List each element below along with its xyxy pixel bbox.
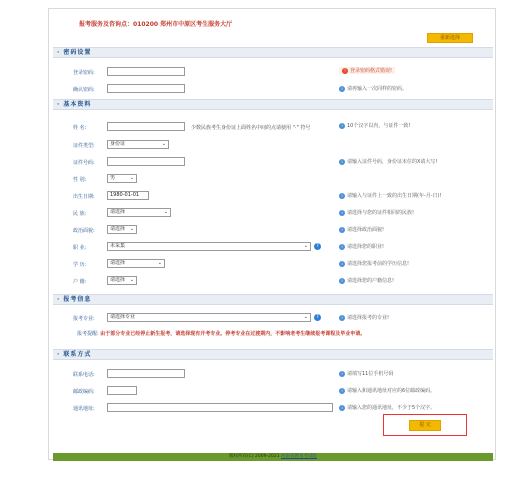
- job-label: 职 业:: [73, 245, 87, 251]
- id-number-label: 证件号码:: [73, 160, 95, 166]
- section-password-header: · 密码设置: [53, 47, 493, 58]
- info-icon: i: [339, 278, 345, 284]
- address-input[interactable]: [107, 403, 333, 412]
- confirm-password-hint: [339, 85, 407, 92]
- info-icon: i: [339, 405, 345, 411]
- footer: [53, 453, 493, 461]
- birth-date-hint-text: 请输入与证件上一致的出生日期(年-月-日)!: [347, 193, 442, 199]
- reselect-button[interactable]: 重新选择: [427, 33, 473, 43]
- postcode-label: 邮政编码:: [73, 389, 95, 395]
- hukou-hint: [339, 277, 394, 284]
- major-hint: [339, 314, 389, 321]
- section-basic-title: 基本资料: [63, 101, 92, 108]
- education-hint-text: 请选择您报考前的学历信息!: [347, 261, 410, 267]
- chevron-down-icon: ⌄: [161, 141, 166, 147]
- address-hint-text: 请输入您的通讯地址，不少于5个汉字。: [347, 405, 436, 411]
- id-number-hint-text: 请输入证件号码，身份证末位的X请大写!: [347, 159, 438, 165]
- login-password-hint-text: 登录密码格式错误!: [350, 68, 393, 74]
- gender-label: 性 别:: [73, 177, 87, 183]
- hukou-hint-text: 请选择您的户籍信息!: [347, 278, 395, 284]
- gender-select[interactable]: [107, 174, 137, 183]
- id-type-label: 证件类型:: [73, 143, 95, 149]
- footer-copyright: 版权所有(C) 2009-2021: [228, 454, 280, 459]
- section-contact-header: · 联系方式: [53, 349, 493, 360]
- major-label: 报考专业:: [73, 316, 95, 322]
- section-password-title: 密码设置: [63, 49, 92, 56]
- nation-select[interactable]: [107, 208, 171, 217]
- info-icon: i: [339, 193, 345, 199]
- section-apply-title: 报考信息: [63, 296, 92, 303]
- section-basic-header: · 基本资料: [53, 99, 493, 110]
- address-hint: [339, 404, 435, 411]
- postcode-hint: [339, 387, 435, 394]
- info-icon: i: [339, 227, 345, 233]
- name-label: 姓 名:: [73, 125, 87, 131]
- chevron-down-icon: ⌄: [129, 277, 134, 283]
- apply-notice-text: 由于部分专业已经停止新生报考，请选择现有开考专业。停考专业在过渡期内，不影响老考生继续报考课程及毕业申请。: [100, 331, 366, 337]
- info-icon: i: [339, 159, 345, 165]
- nation-label: 民 族:: [73, 211, 87, 217]
- info-icon: i: [339, 261, 345, 267]
- politics-hint-text: 请选择政治面貌!: [347, 227, 385, 233]
- address-label: 通讯地址:: [73, 406, 95, 412]
- education-hint: [339, 260, 409, 267]
- hukou-label: 户 籍:: [73, 279, 87, 285]
- chevron-down-icon: ⌄: [163, 209, 168, 215]
- info-icon: i: [339, 123, 345, 129]
- phone-input[interactable]: [107, 369, 185, 378]
- birth-date-hint: [339, 192, 442, 199]
- job-help-icon[interactable]: ?: [314, 243, 321, 250]
- login-password-label: 登录密码:: [73, 70, 95, 76]
- politics-label: 政治面貌:: [73, 228, 95, 234]
- gender-value: 男: [110, 175, 116, 181]
- birth-date-label: 出生日期:: [73, 194, 95, 200]
- submit-button[interactable]: 提 交: [409, 420, 441, 431]
- id-type-value: 身份证: [110, 141, 126, 147]
- name-hint-text: 10个汉字以内，与证件一致!: [347, 123, 411, 129]
- phone-hint-text: 请填写11位手机号码: [347, 371, 394, 377]
- politics-hint: [339, 226, 384, 233]
- id-number-hint: [339, 158, 437, 165]
- major-value: 请选择专业: [110, 314, 136, 320]
- hukou-select[interactable]: [107, 276, 137, 285]
- birth-date-input[interactable]: 1980-01-01: [107, 191, 149, 200]
- nation-hint-text: 请选择与您的证件相同的民族!: [347, 210, 415, 216]
- section-contact-title: 联系方式: [63, 351, 92, 358]
- login-password-input[interactable]: [107, 67, 185, 76]
- id-number-input[interactable]: [107, 157, 185, 166]
- job-value: 未采集: [110, 243, 126, 249]
- hukou-value: 请选择: [110, 277, 126, 283]
- confirm-password-label: 确认密码:: [73, 87, 95, 93]
- postcode-input[interactable]: [107, 386, 137, 395]
- name-hint: [339, 122, 410, 129]
- major-help-icon[interactable]: ?: [314, 314, 321, 321]
- phone-hint: [339, 370, 393, 377]
- job-select[interactable]: [107, 242, 311, 251]
- job-hint-text: 请选择您的职业!: [347, 244, 385, 250]
- confirm-password-hint-text: 请再输入一次同样的密码。: [347, 86, 408, 92]
- registration-form: [48, 8, 496, 460]
- apply-notice: [77, 330, 365, 337]
- confirm-password-input[interactable]: [107, 84, 185, 93]
- name-input[interactable]: [107, 122, 185, 131]
- job-hint: [339, 243, 384, 250]
- postcode-hint-text: 请输入和通讯地址对应的6位邮政编码。: [347, 388, 436, 394]
- error-icon: !: [342, 68, 348, 74]
- chevron-down-icon: ⌄: [129, 226, 134, 232]
- education-label: 学 历:: [73, 262, 87, 268]
- info-icon: i: [339, 388, 345, 394]
- education-value: 请选择: [110, 260, 126, 266]
- apply-notice-label: 报考提醒:: [77, 331, 99, 337]
- info-icon: i: [339, 315, 345, 321]
- nation-hint: [339, 209, 414, 216]
- chevron-down-icon: ⌄: [303, 243, 308, 249]
- id-type-select[interactable]: [107, 140, 169, 149]
- chevron-down-icon: ⌄: [303, 314, 308, 320]
- submit-highlight-box: [383, 414, 467, 436]
- info-icon: i: [339, 244, 345, 250]
- education-select[interactable]: [107, 259, 165, 268]
- major-hint-text: 请选择报考的专业!: [347, 315, 390, 321]
- info-icon: i: [339, 86, 345, 92]
- politics-select[interactable]: [107, 225, 137, 234]
- chevron-down-icon: ⌄: [157, 260, 162, 266]
- service-point-title: 报考服务及咨询点：010200 郑州市中原区考生服务大厅: [79, 21, 233, 28]
- chevron-down-icon: ⌄: [129, 175, 134, 181]
- phone-label: 联系电话:: [73, 372, 95, 378]
- info-icon: i: [339, 371, 345, 377]
- nation-value: 请选择: [110, 209, 126, 215]
- footer-link[interactable]: 河南省教育考试院: [281, 454, 318, 459]
- login-password-hint: [339, 67, 395, 74]
- politics-value: 请选择: [110, 226, 126, 232]
- info-icon: i: [339, 210, 345, 216]
- section-apply-header: · 报考信息: [53, 294, 493, 305]
- major-select[interactable]: [107, 313, 311, 322]
- name-note: 少数民族考生身份证上面姓名中间的点请使用 "·" 符号: [191, 125, 311, 131]
